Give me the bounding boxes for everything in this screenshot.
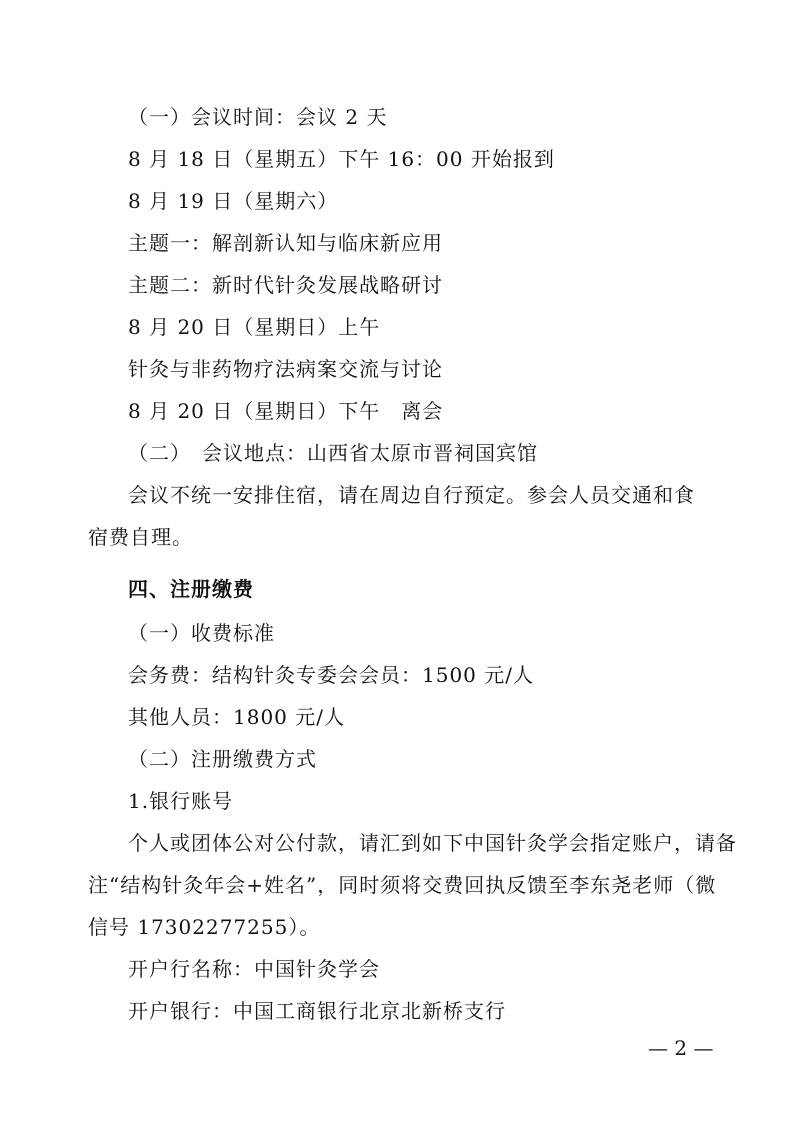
- payment-instruction-cont-1: 注“结构针灸年会+姓名”，同时须将交费回执反馈至李东尧老师（微: [88, 873, 717, 897]
- schedule-aug-19: 8 月 19 日（星期六）: [128, 189, 339, 213]
- theme-one: 主题一：解剖新认知与临床新应用: [128, 231, 443, 255]
- schedule-aug-20-morning: 8 月 20 日（星期日）上午: [128, 315, 381, 339]
- case-exchange: 针灸与非药物疗法病案交流与讨论: [128, 357, 443, 381]
- meeting-time-heading: （一）会议时间：会议 2 天: [128, 105, 388, 129]
- theme-two: 主题二：新时代针灸发展战略研讨: [128, 273, 443, 297]
- schedule-aug-20-afternoon: 8 月 20 日（星期日）下午 离会: [128, 399, 444, 423]
- accommodation-note: 会议不统一安排住宿，请在周边自行预定。参会人员交通和食: [128, 483, 695, 507]
- other-fee: 其他人员：1800 元/人: [128, 705, 345, 729]
- account-name: 开户行名称：中国针灸学会: [128, 957, 380, 981]
- accommodation-note-cont: 宿费自理。: [88, 525, 193, 549]
- meeting-location: （二） 会议地点：山西省太原市晋祠国宾馆: [128, 441, 538, 465]
- section-registration-heading: 四、注册缴费: [128, 577, 254, 601]
- payment-instruction: 个人或团体公对公付款，请汇到如下中国针灸学会指定账户，请备: [128, 831, 737, 855]
- schedule-aug-18: 8 月 18 日（星期五）下午 16：00 开始报到: [128, 147, 555, 171]
- page-number: — 2 —: [648, 1036, 714, 1060]
- bank-account-heading: 1.银行账号: [128, 789, 234, 813]
- payment-instruction-cont-2: 信号 17302277255）。: [88, 915, 321, 939]
- bank-name: 开户银行：中国工商银行北京北新桥支行: [128, 999, 506, 1023]
- payment-method-heading: （二）注册缴费方式: [128, 747, 317, 771]
- fee-standard-heading: （一）收费标准: [128, 621, 275, 645]
- member-fee: 会务费：结构针灸专委会会员：1500 元/人: [128, 663, 534, 687]
